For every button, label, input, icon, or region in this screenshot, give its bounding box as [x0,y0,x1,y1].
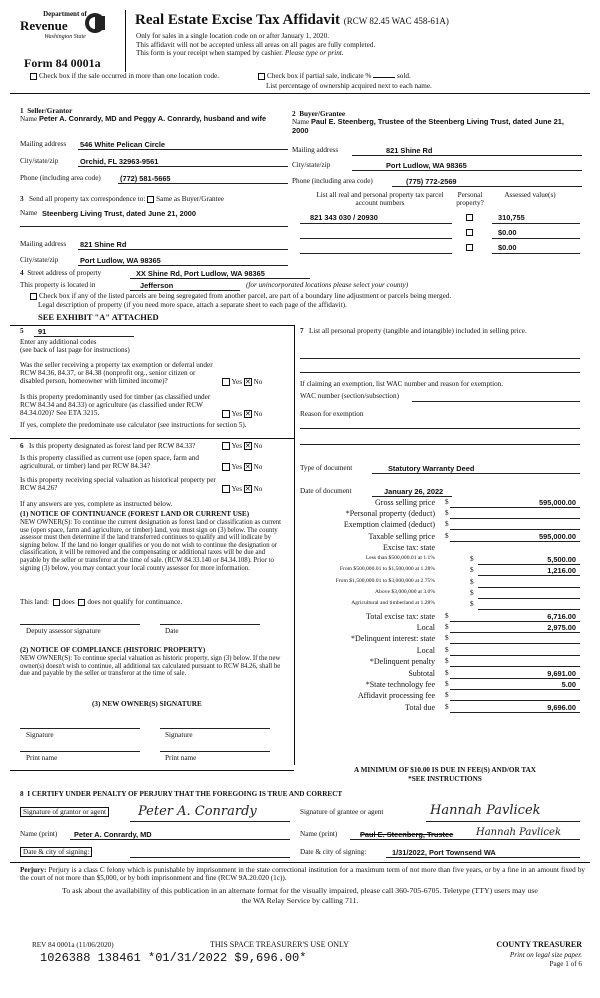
calc-row [300,566,580,576]
land-does-not-checkbox[interactable] [78,599,85,606]
s4-segregated: Check box if any of the listed parcels are being segregated from another parcel, are part of a boundary line adjustment or parcels being merged. [39,292,452,300]
calc-row-value[interactable]: 5,500.00 [547,555,576,564]
calc-row-value[interactable]: 5.00 [561,680,576,689]
s6-notice1-title: (1) NOTICE OF CONTINUANCE (FOREST LAND OR CURRENT USE) [20,510,250,518]
s6-if-any: If any answers are yes, complete as instructed below. [20,500,173,508]
s8-certify: I CERTIFY UNDER PENALTY OF PERJURY THAT THE FOREGOING IS TRUE AND CORRECT [27,790,343,798]
dollar-sign: $ [445,703,449,711]
parcel-row [300,228,586,239]
dept-line3: Washington State [44,34,86,40]
dept-line2: Revenue [20,18,68,33]
seller-phone-label: Phone (including area code) [20,174,101,182]
s6-date: Date [165,627,179,635]
buyer-city-label: City/state/zip [292,161,331,169]
s5-q2: Is this property predominantly used for timber (as classified under RCW 84.34 and 84.33) or agriculture (as classified under RCW 84.34.020)? See ETA 3215. [20,393,211,417]
buyer-phone[interactable]: (775) 772-2569 [406,177,457,186]
calc-row-value[interactable]: 6,716.00 [547,612,576,621]
seller-phone[interactable]: (772) 581-5665 [120,174,171,183]
yes-label: Yes [231,485,242,493]
header-note3-italic: Please type or print. [284,49,344,57]
s4-section-no: 4 [20,269,24,277]
doc-date-label: Date of document [300,487,352,495]
calc-row [300,691,580,701]
calc-row-label: Above $3,000,000 at 3.0% [375,589,435,595]
s6-signature-1: Signature [26,731,54,739]
s6-deputy: Deputy assessor signature [26,627,101,635]
form-title-ref: (RCW 82.45 WAC 458-61A) [343,16,449,26]
calc-row-value[interactable]: 595,000.00 [539,532,576,541]
s8-sig-grantor-label: Signature of grantor or agent [20,807,109,817]
s6-print-name-2: Print name [165,754,197,762]
s5-q1-no-checkbox[interactable]: ✕ [244,378,251,387]
dollar-sign: $ [445,509,449,517]
partial-sale-sub: List percentage of ownership acquired next to each name. [266,82,432,90]
calc-row-label: Excise tax: state [383,543,435,552]
calc-row-label: *Delinquent interest: state [351,634,435,643]
s6-new-owner-sig: (3) NEW OWNER(S) SIGNATURE [92,700,202,708]
assessed-value[interactable]: $0.00 [498,243,517,252]
calc-row [300,589,580,599]
segregated-checkbox[interactable] [30,293,37,300]
s7-text: List all personal property (tangible and intangible) included in selling price. [308,327,527,335]
calc-row-label: Less than $500,000.01 at 1.1% [365,555,435,561]
assessed-value[interactable]: $0.00 [498,228,517,237]
s4-street-label: Street address of property [27,269,102,277]
footer-legal-paper: Print on legal size paper. [509,951,582,959]
calc-row-label: Total due [405,703,435,712]
s4-located-label: This property is located in [20,281,96,289]
dollar-sign: $ [445,691,449,699]
calc-row [300,600,580,610]
s8-grantor-name-label: Name (print) [20,830,58,838]
calc-row [300,543,580,553]
no-label: No [253,410,263,418]
s6-q3-no-checkbox[interactable]: ✕ [244,485,251,494]
yes-label: Yes [231,463,242,471]
form-number: Form 84 0001a [24,56,101,70]
buyer-section-no: 2 [292,110,296,118]
multi-location-label: Check box if the sale occurred in more than one location code. [39,72,220,80]
doc-type[interactable]: Statutory Warranty Deed [388,464,475,473]
calc-row-value[interactable]: 2,975.00 [547,623,576,632]
s5-q1: Was the seller receiving a property tax exemption or deferral under RCW 84.36, 84.37, or 84.38 (nonprofit org., senior citizen or disabled person, homeowner with limited income)? [20,361,213,385]
s6-notice1-text: NEW OWNER(S): To continue the current designation as forest land or classification as current use (open space, farm and agriculture, or timber) land, you must sign on (3) below. The county assessor must then determine if the land transferred continues to qualify and will indicate by signing below. If the land no longer qualifies or you do not wish to continue the designation or classification, it will be removed and the compensating or additional taxes will be due and payable by the seller or transferor at the time of sale. (RCW 84.33.140 or 84.34.108). Prior to signing (3) below, you may contact your local county assessor for more information. [20,519,282,572]
doc-type-label: Type of document [300,464,353,472]
footer-page: Page 1 of 6 [549,960,582,968]
s6-print-name-1: Print name [26,754,58,762]
header-note3: This form is your receipt when stamped by cashier. [136,49,284,57]
s4-legal-desc: Legal description of property (if you need more space, attach a separate sheet to each page of the affidavit). [38,301,347,309]
grantee-signature[interactable]: Hannah Pavlicek [430,803,541,818]
personal-property-checkbox[interactable] [466,244,473,251]
s6-q3-yes-checkbox[interactable] [222,485,230,493]
no-label: No [253,485,263,493]
header-note1: Only for sales in a single location code on or after January 1, 2020. [136,32,330,40]
s8-grantor-date-label: Date & city of signing: [20,847,92,857]
personal-property-header: Personal property? [456,191,484,207]
calc-row-label: From $1,500,000.01 to $3,000,000 at 2.75% [335,578,435,584]
calc-minimum: A MINIMUM OF $10.00 IS DUE IN FEE(S) AND/OR TAX [354,766,536,774]
s8-section-no: 8 [20,790,24,798]
buyer-mailing-label: Mailing address [292,146,339,154]
calc-row-value[interactable]: 9,696.00 [547,703,576,712]
s6-q2-no-checkbox[interactable]: ✕ [244,463,251,472]
s5-section-no: 5 [20,327,24,335]
s6-q3: Is this property receiving special valuation as historical property per RCW 84.26? [20,476,216,492]
calc-row [300,623,580,633]
calc-row-label: *State technology fee [365,680,435,689]
calc-row [300,634,580,644]
calc-row [300,657,580,667]
personal-property-checkbox[interactable] [466,214,473,221]
calc-row-label: Affidavit processing fee [357,691,435,700]
calc-row [300,520,580,530]
s6-section-no: 6 [20,442,24,450]
grantee-name[interactable]: Paul E. Steenberg, Trustee [360,830,454,839]
seller-mailing-label: Mailing address [20,140,67,148]
no-label: No [253,442,263,450]
s6-q2: Is this property classified as current use (open space, farm and agricultural, or timber) land per RCW 84.34? [20,454,200,470]
calc-row-label: From $500,000.01 to $1,500,000 at 1.28% [339,566,435,572]
dollar-sign: $ [445,634,449,642]
s5-see-back: (see back of last page for instructions) [20,346,130,354]
seller-mailing[interactable]: 546 White Pelican Circle [80,140,166,149]
parcel-header: List all real and personal property tax parcel account numbers [316,191,444,207]
s3-name[interactable]: Steenberg Living Trust, dated June 21, 2000 [42,209,197,218]
calc-row-value[interactable]: 1,216.00 [547,566,576,575]
s6-notice2-title: (2) NOTICE OF COMPLIANCE (HISTORIC PROPERTY) [20,646,206,654]
perjury-availability: To ask about the availability of this publication in an alternate format for the visually impaired, please call 360-705-6705. Teletype (TTY) users may use the WA Relay Service by calling 711. [62,886,538,905]
assessed-header: Assessed value(s) [504,191,556,199]
seller-city[interactable]: Orchid, FL 32963-9561 [80,157,159,166]
calc-row-label: Taxable selling price [368,532,435,541]
seller-heading: Seller/Grantor [27,107,73,115]
s5-q2-no-checkbox[interactable]: ✕ [244,410,251,419]
calc-row [300,532,580,542]
dollar-sign: $ [445,520,449,528]
grantor-signature[interactable]: Peter A. Conrardy [138,804,257,819]
s8-sig-grantee-label: Signature of grantee or agent [300,808,384,816]
calc-row [300,703,580,713]
s6-q1: Is this property designated as forest land per RCW 84.33? [28,442,196,450]
s6-q2-yes-checkbox[interactable] [222,463,230,471]
footer-treasurer-only: THIS SPACE TREASURER'S USE ONLY [210,940,349,949]
dept-logo [20,10,110,40]
seller-section-no: 1 [20,107,24,115]
dollar-sign: $ [445,498,449,506]
s5-q3: If yes, complete the predominate use calculator (see instructions for section 5). [20,421,247,429]
s3-section-no: 3 [20,195,24,203]
dept-line1: Department of [43,10,87,18]
s8-grantee-name-label: Name (print) [300,830,338,838]
dollar-sign: $ [470,600,474,608]
s3-same-as: Same as Buyer/Grantee [156,195,224,203]
grantor-name[interactable]: Peter A. Conrardy, MD [74,830,152,839]
dollar-sign: $ [445,532,449,540]
parcel-number[interactable]: 821 343 030 / 20930 [310,213,378,222]
calc-row-label: *Personal property (deduct) [345,509,435,518]
s6-does-not: does not qualify for continuance. [87,598,183,606]
buyer-city[interactable]: Port Ludlow, WA 98365 [386,161,467,170]
s6-q1-yes-checkbox[interactable] [222,442,230,450]
footer-receipt: 1026388 138461 *01/31/2022 $9,696.00* [40,951,307,965]
footer-rev: REV 84 0001a (11/06/2020) [32,941,114,949]
perjury-label: Perjury: [20,866,47,874]
s4-street[interactable]: XX Shine Rd, Port Ludlow, WA 98365 [136,269,265,278]
s7-section-no: 7 [300,327,304,335]
calc-row [300,680,580,690]
dollar-sign: $ [445,680,449,688]
parcel-row [300,243,586,254]
s6-q1-no-checkbox[interactable]: ✕ [244,442,251,451]
s3-text: Send all property tax correspondence to: [28,195,146,203]
wa-seal-icon [84,12,106,34]
calc-row-label: Subtotal [408,669,435,678]
s4-exhibit: SEE EXHIBIT "A" ATTACHED [38,312,159,322]
s5-q2-yes-checkbox[interactable] [222,410,230,418]
s4-located[interactable]: Jefferson [140,281,174,290]
header-note2: This affidavit will not be accepted unless all areas on all pages are fully completed. [136,40,376,49]
s8-grantee-date-label: Date & city of signing: [300,848,367,856]
partial-sale-sold: sold. [396,72,411,80]
s5-q1-yes-checkbox[interactable] [222,378,230,386]
s6-this-land: This land: [20,598,49,606]
s7-wac-label: WAC number (section/subsection) [300,392,400,400]
s3-mailing[interactable]: 821 Shine Rd [80,240,127,249]
calc-row [300,646,580,656]
seller-city-label: City/state/zip [20,157,59,165]
dollar-sign: $ [470,578,474,586]
same-as-buyer-checkbox[interactable] [147,196,154,203]
calc-row-value[interactable]: 9,691.00 [547,669,576,678]
calc-row-label: Local [416,646,435,655]
calc-see-instructions: *SEE INSTRUCTIONS [408,775,482,783]
calc-row [300,555,580,565]
calc-row [300,509,580,519]
calc-row-label: Gross selling price [375,498,435,507]
buyer-name[interactable]: Paul E. Steenberg, Trustee of the Steenberg Living Trust, dated June 21, 2000 [292,117,564,135]
partial-sale-checkbox[interactable] [258,73,265,80]
dollar-sign: $ [445,623,449,631]
calc-row [300,669,580,679]
calc-row [300,498,580,508]
assessed-value[interactable]: 310,755 [498,213,525,222]
no-label: No [253,463,263,471]
yes-label: Yes [231,442,242,450]
s3-name-label: Name [20,209,38,217]
form-title: Real Estate Excise Tax Affidavit [135,12,340,28]
calc-row-label: Local [416,623,435,632]
calc-row-label: Agricultural and timberland at 1.28% [351,600,435,606]
perjury-text: Perjury is a class C felony which is punishable by imprisonment in the state correctional institution for a maximum term of not more than five years, or by a fine in an amount fixed by the court of not more than $5,000, or by both imprisonment and fine (RCW 9A.20.020 (1c)). [20,866,586,883]
s5-code[interactable]: 91 [38,327,47,336]
s7-reason-label: Reason for exemption [300,410,364,418]
dollar-sign: $ [470,589,474,597]
s3-city[interactable]: Port Ludlow, WA 98365 [80,256,161,265]
seller-name[interactable]: Peter A. Conrardy, MD and Peggy A. Conrardy, husband and wife [38,114,267,123]
calc-row-label: *Delinquent penalty [369,657,435,666]
partial-sale-label: Check box if partial sale, indicate % [267,72,372,80]
personal-property-checkbox[interactable] [466,229,473,236]
s6-does: does [61,598,75,606]
footer-county-treasurer: COUNTY TREASURER [496,940,582,949]
parcel-row [300,213,586,224]
buyer-phone-label: Phone (including area code) [292,177,373,185]
multi-location-checkbox[interactable] [30,73,37,80]
yes-label: Yes [231,378,242,386]
land-does-checkbox[interactable] [53,599,60,606]
dollar-sign: $ [445,657,449,665]
doc-date[interactable]: January 26, 2022 [384,487,444,496]
calc-row-label: Exemption claimed (deduct) [343,520,435,529]
buyer-name-label: Name [292,118,310,126]
dollar-sign: $ [470,555,474,563]
s3-city-label: City/state/zip [20,256,59,264]
calc-row [300,612,580,622]
calc-row-value[interactable]: 595,000.00 [539,498,576,507]
dollar-sign: $ [445,646,449,654]
grantee-date[interactable]: 1/31/2022, Port Townsend WA [392,848,496,857]
dollar-sign: $ [470,566,474,574]
s3-mailing-label: Mailing address [20,240,67,248]
dollar-sign: $ [445,669,449,677]
yes-label: Yes [231,410,242,418]
s7-exemption-text: If claiming an exemption, list WAC number and reason for exemption. [300,380,504,388]
buyer-heading: Buyer/Grantee [299,110,346,118]
grantee-name-hand[interactable]: Hannah Pavlicek [476,827,562,838]
s6-signature-2: Signature [165,731,193,739]
buyer-mailing[interactable]: 821 Shine Rd [386,146,433,155]
seller-name-label: Name [20,115,38,123]
calc-row-label: Total excise tax: state [366,612,435,621]
s5-enter-codes: Enter any additional codes [20,338,97,346]
s6-notice2-text: NEW OWNER(S): To continue special valuation as historic property, sign (3) below. If the new owner(s) doesn't wish to continue, all additional tax calculated pursuant to RCW 84.26, shall be due and payable by the seller or transferor at the time of sale. [20,655,281,678]
no-label: No [253,378,263,386]
s4-located-note: (for unincorporated locations please select your county) [246,281,409,289]
calc-row [300,578,580,588]
dollar-sign: $ [445,612,449,620]
